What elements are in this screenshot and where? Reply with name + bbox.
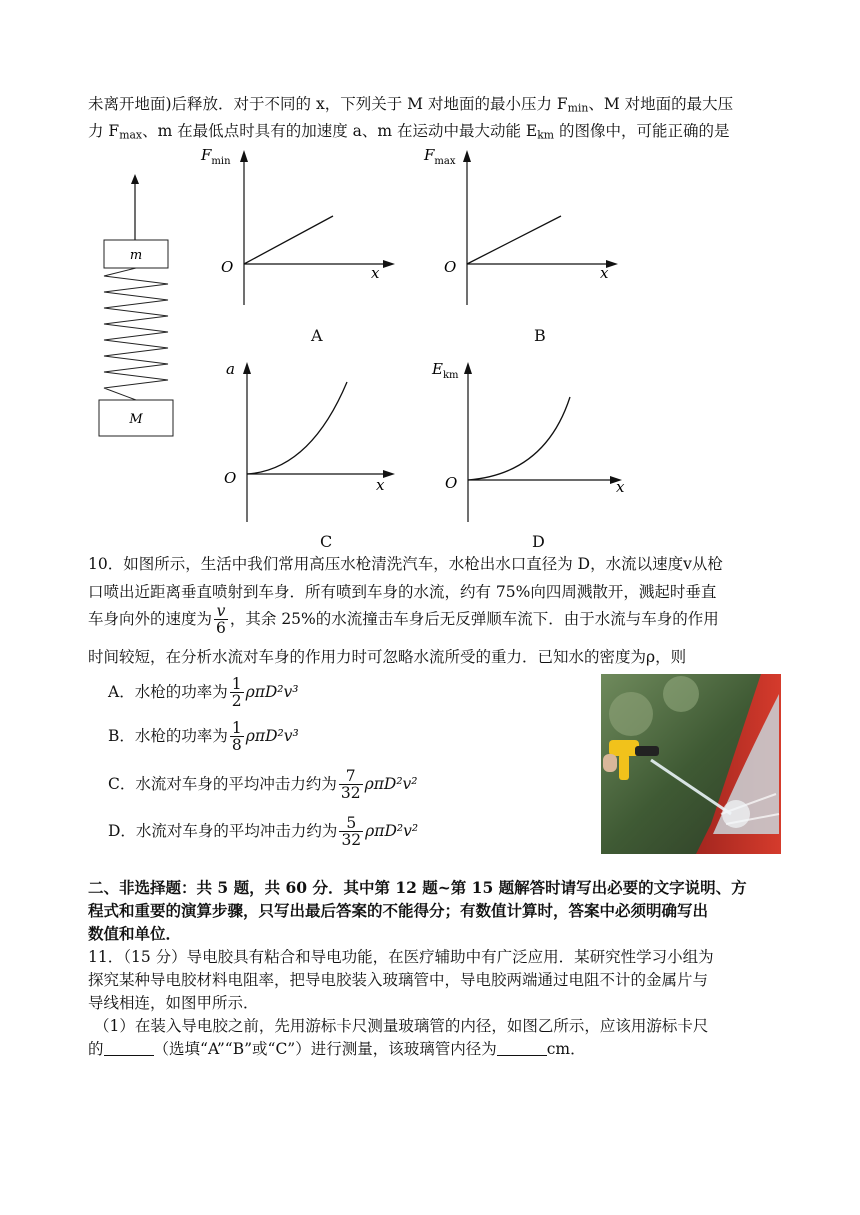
q10-line1: 10．如图所示，生活中我们常用高压水枪清洗汽车，水枪出水口直径为 D，水流以速度v从枪	[88, 555, 723, 573]
graph-d-origin: O	[445, 474, 458, 492]
graph-b-curve	[467, 216, 561, 264]
car-wash-photo	[601, 674, 781, 854]
graph-c-ylabel: a	[226, 360, 235, 378]
q11-line4: （1）在装入导电胶之前，先用游标卡尺测量玻璃管的内径，如图乙所示，应该用游标卡尺	[94, 1017, 709, 1035]
graph-a-origin: O	[221, 258, 234, 276]
graph-b-ylabel-sub: max	[434, 156, 456, 167]
graph-c-xlabel: x	[376, 476, 385, 494]
graph-a-ylabel-sub: min	[211, 156, 231, 167]
q10-line3: 车身向外的速度为 $\frac{v}{6}$ ，其余 25%的水流撞击车身后无反弹顺车流下．由于水流与车身的作用	[88, 602, 719, 638]
option-label-d: D	[532, 532, 545, 551]
graph-a-ylabel: F	[201, 146, 212, 164]
graph-c	[200, 352, 410, 527]
section2-line2: 程式和重要的演算步骤，只写出最后答案的不能得分；有数值计算时，答案中必须明确写出	[88, 901, 709, 920]
q11-line2: 探究某种导电胶材料电阻率，把导电胶装入玻璃管中，导电胶两端通过电阻不计的金属片与	[88, 971, 709, 989]
spring-mass-figure	[95, 170, 180, 440]
q10-line2: 口喷出近距离垂直喷射到车身．所有喷到车身的水流，约有 75%向四周溅散开，溅起时垂直	[88, 583, 717, 601]
graph-b	[418, 140, 628, 320]
q11-line1: 11．（15 分）导电胶具有粘合和导电功能，在医疗辅助中有广泛应用．某研究性学习小组为	[88, 948, 714, 966]
graph-a-curve	[244, 216, 333, 264]
option-label-a: A	[311, 326, 323, 345]
q9-text-line1: 未离开地面)后释放．对于不同的 x，下列关于 M 对地面的最小压力 $F_{min}$、M 对地面的最大压	[88, 95, 734, 115]
mass-m-label: m	[129, 248, 143, 263]
graph-a	[195, 140, 405, 320]
q11-line5: 的 （选填“A”“B”或“C”）进行测量，该玻璃管内径为 cm．	[88, 1040, 586, 1058]
option-label-b: B	[534, 326, 546, 345]
option-label-c: C	[320, 532, 333, 551]
mass-M-label: M	[129, 412, 143, 427]
svg-text:Fmax	[423, 146, 456, 167]
graph-d-ylabel: E	[432, 360, 443, 378]
q10-line4: 时间较短，在分析水流对车身的作用力时可忽略水流所受的重力．已知水的密度为ρ，则	[88, 648, 687, 666]
svg-text:Fmin	[200, 146, 231, 167]
answer-blank-1[interactable]	[104, 1041, 154, 1056]
answer-blank-2[interactable]	[497, 1041, 547, 1056]
graph-c-curve	[247, 382, 347, 474]
graph-d-xlabel: x	[616, 478, 625, 496]
section2-line1: 二、非选择题：共 5 题，共 60 分．其中第 12 题~第 15 题解答时请写出必要的文字说明、方	[88, 878, 747, 897]
graph-d	[420, 352, 640, 527]
graph-b-xlabel: x	[600, 264, 609, 282]
spring	[104, 268, 168, 400]
q10-option-a: A．水枪的功率为 $\frac{1}{2}$ ρπD²v³	[108, 675, 299, 711]
graph-b-ylabel: F	[424, 146, 435, 164]
svg-text:Ekm	[431, 360, 459, 381]
graph-b-origin: O	[444, 258, 457, 276]
q10-option-c: C．水流对车身的平均冲击力约为 $\frac{7}{32}$ ρπD²v²	[108, 767, 418, 803]
q10-option-b: B．水枪的功率为 $\frac{1}{8}$ ρπD²v³	[108, 719, 299, 755]
q10-option-d: D．水流对车身的平均冲击力约为 $\frac{5}{32}$ ρπD²v²	[108, 814, 419, 850]
q11-line3: 导线相连，如图甲所示．	[88, 994, 259, 1012]
graph-d-curve	[468, 397, 570, 480]
graph-d-ylabel-sub: km	[442, 370, 459, 381]
section2-line3: 数值和单位．	[88, 924, 182, 943]
q9-text-line2: 力 $F_{max}$、m 在最低点时具有的加速度 a、m 在运动中最大动能 $E_{km}$ 的图像中，可能正确的是	[88, 122, 730, 142]
graph-c-origin: O	[224, 469, 237, 487]
graph-a-xlabel: x	[371, 264, 380, 282]
